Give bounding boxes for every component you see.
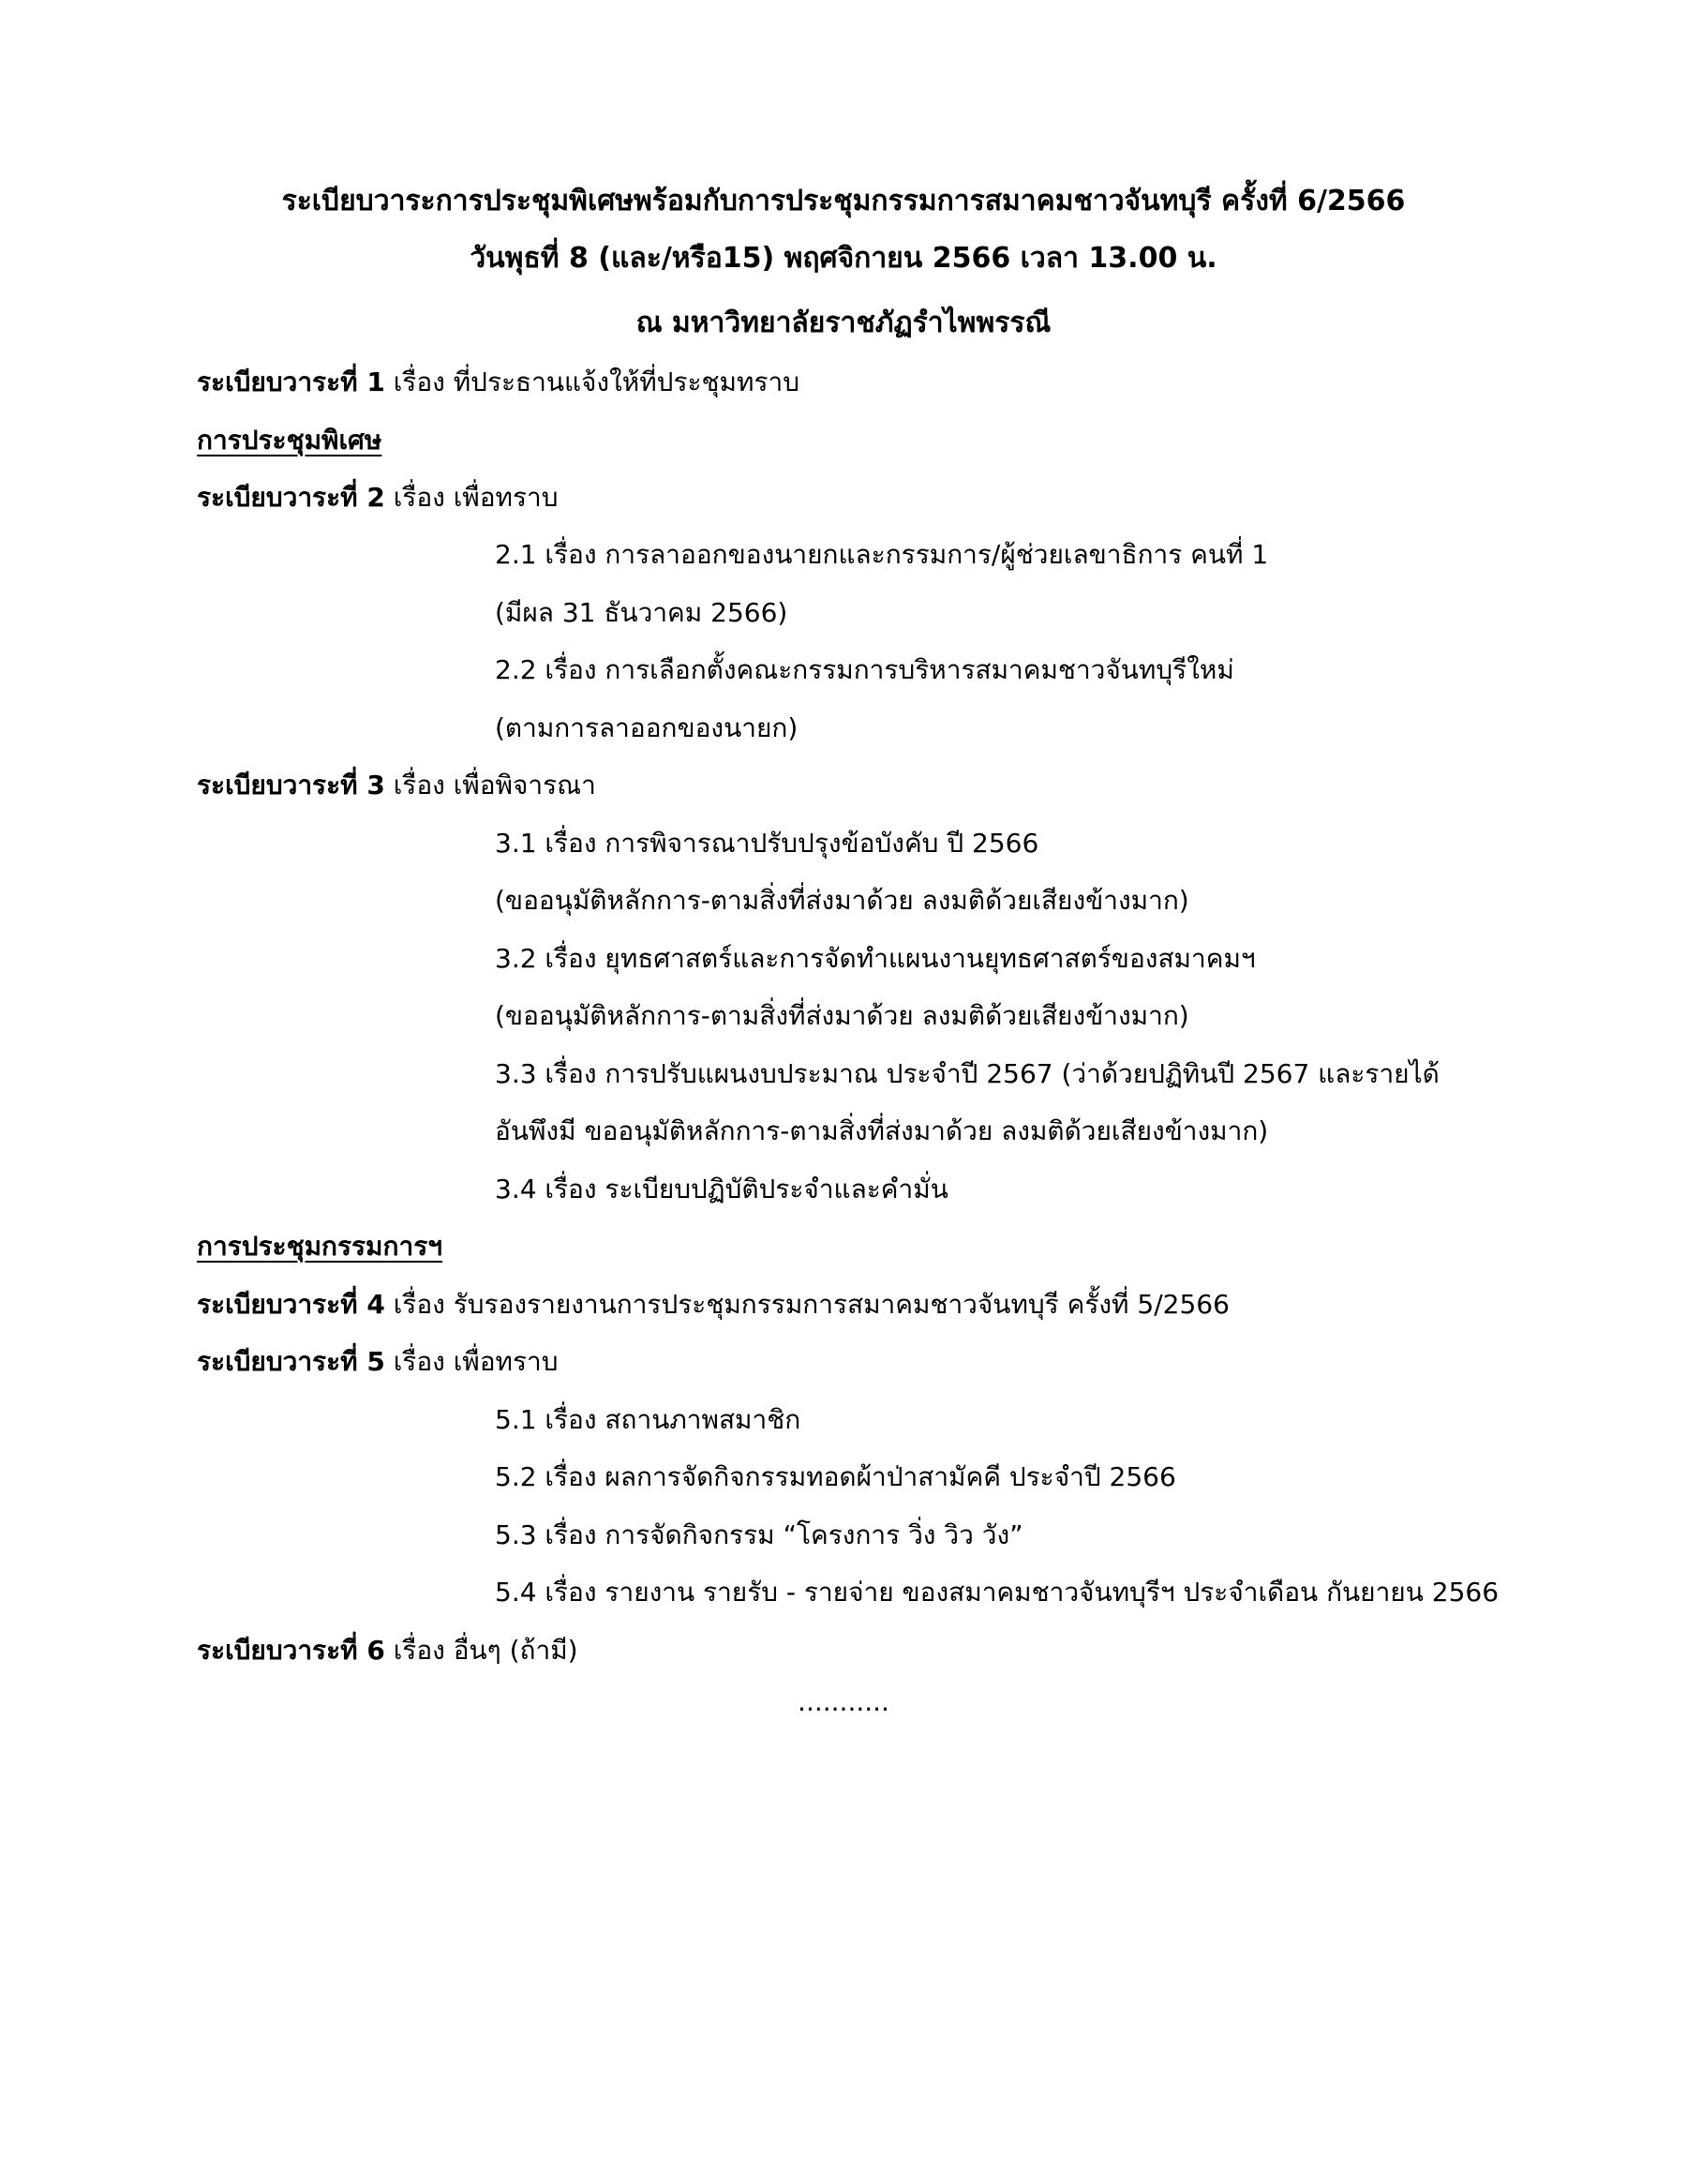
- agenda-label: ระเบียบวาระที่ 5: [197, 1346, 385, 1377]
- agenda-text: เรื่อง อื่นๆ (ถ้ามี): [384, 1635, 578, 1666]
- sub-item: 5.1 เรื่อง สถานภาพสมาชิก: [495, 1404, 801, 1435]
- sub-item: (ขออนุมัติหลักการ-ตามสิ่งที่ส่งมาด้วย ลงมติด้วยเสียงข้างมาก): [495, 885, 1189, 916]
- title-line-1: ระเบียบวาระการประชุมพิเศษพร้อมกับการประชุมกรรมการสมาคมชาวจันทบุรี ครั้งที่ 6/2566: [281, 185, 1406, 217]
- agenda-item-6: [197, 1632, 578, 1669]
- sub-item: 3.2 เรื่อง ยุทธศาสตร์และการจัดทำแผนงานยุทธศาสตร์ของสมาคมฯ: [495, 943, 1256, 974]
- agenda-text: เรื่อง เพื่อทราบ: [384, 1346, 559, 1377]
- sub-item: (ตามการลาออกของนายก): [495, 712, 799, 743]
- sub-item: 2.1 เรื่อง การลาออกของนายกและกรรมการ/ผู้ช่วยเลขาธิการ คนที่ 1: [495, 539, 1269, 570]
- section-heading-special-meeting: การประชุมพิเศษ: [197, 425, 382, 456]
- sub-item: 3.1 เรื่อง การพิจารณาปรับปรุงข้อบังคับ ปี 2566: [495, 828, 1039, 859]
- title-line-3: ณ มหาวิทยาลัยราชภัฏรำไพพรรณี: [635, 307, 1052, 339]
- agenda-label: ระเบียบวาระที่ 1: [197, 366, 385, 397]
- sub-item: 3.4 เรื่อง ระเบียบปฏิบัติประจำและคำมั่น: [495, 1174, 948, 1204]
- agenda-text: เรื่อง เพื่อพิจารณา: [384, 770, 596, 800]
- sub-item: อันพึงมี ขออนุมัติหลักการ-ตามสิ่งที่ส่งมาด้วย ลงมติด้วยเสียงข้างมาก): [495, 1115, 1269, 1146]
- sub-item: 3.3 เรื่อง การปรับแผนงบประมาณ ประจำปี 2567 (ว่าด้วยปฏิทินปี 2567 และรายได้: [495, 1058, 1440, 1089]
- agenda-text: เรื่อง เพื่อทราบ: [384, 482, 559, 513]
- sub-item: 2.2 เรื่อง การเลือกตั้งคณะกรรมการบริหารสมาคมชาวจันทบุรีใหม่: [495, 654, 1234, 685]
- title-line-2: วันพุธที่ 8 (และ/หรือ15) พฤศจิกายน 2566 เวลา 13.00 น.: [470, 242, 1217, 275]
- agenda-item-4: [197, 1286, 1230, 1324]
- agenda-item-3: [197, 767, 596, 804]
- agenda-text: เรื่อง รับรองรายงานการประชุมกรรมการสมาคมชาวจันทบุรี ครั้งที่ 5/2566: [384, 1289, 1230, 1320]
- agenda-label: ระเบียบวาระที่ 2: [197, 482, 385, 513]
- sub-item: 5.4 เรื่อง รายงาน รายรับ - รายจ่าย ของสมาคมชาวจันทบุรีฯ ประจำเดือน กันยายน 2566: [495, 1577, 1500, 1608]
- agenda-text: เรื่อง ที่ประธานแจ้งให้ที่ประชุมทราบ: [384, 366, 799, 397]
- sub-item: (มีผล 31 ธันวาคม 2566): [495, 597, 788, 628]
- sub-item: (ขออนุมัติหลักการ-ตามสิ่งที่ส่งมาด้วย ลงมติด้วยเสียงข้างมาก): [495, 1000, 1189, 1031]
- agenda-item-5: [197, 1343, 559, 1381]
- agenda-label: ระเบียบวาระที่ 3: [197, 770, 385, 800]
- section-heading-committee-meeting: การประชุมกรรมการฯ: [197, 1231, 442, 1262]
- end-marker: ...........: [798, 1686, 889, 1717]
- sub-item: 5.2 เรื่อง ผลการจัดกิจกรรมทอดผ้าป่าสามัคคี ประจำปี 2566: [495, 1461, 1176, 1492]
- sub-item: 5.3 เรื่อง การจัดกิจกรรม “โครงการ วิ่ง วิว วัง”: [495, 1519, 1023, 1550]
- agenda-item-2: [197, 479, 559, 516]
- agenda-label: ระเบียบวาระที่ 4: [197, 1289, 385, 1320]
- agenda-label: ระเบียบวาระที่ 6: [197, 1635, 385, 1666]
- agenda-item-1: [197, 364, 799, 401]
